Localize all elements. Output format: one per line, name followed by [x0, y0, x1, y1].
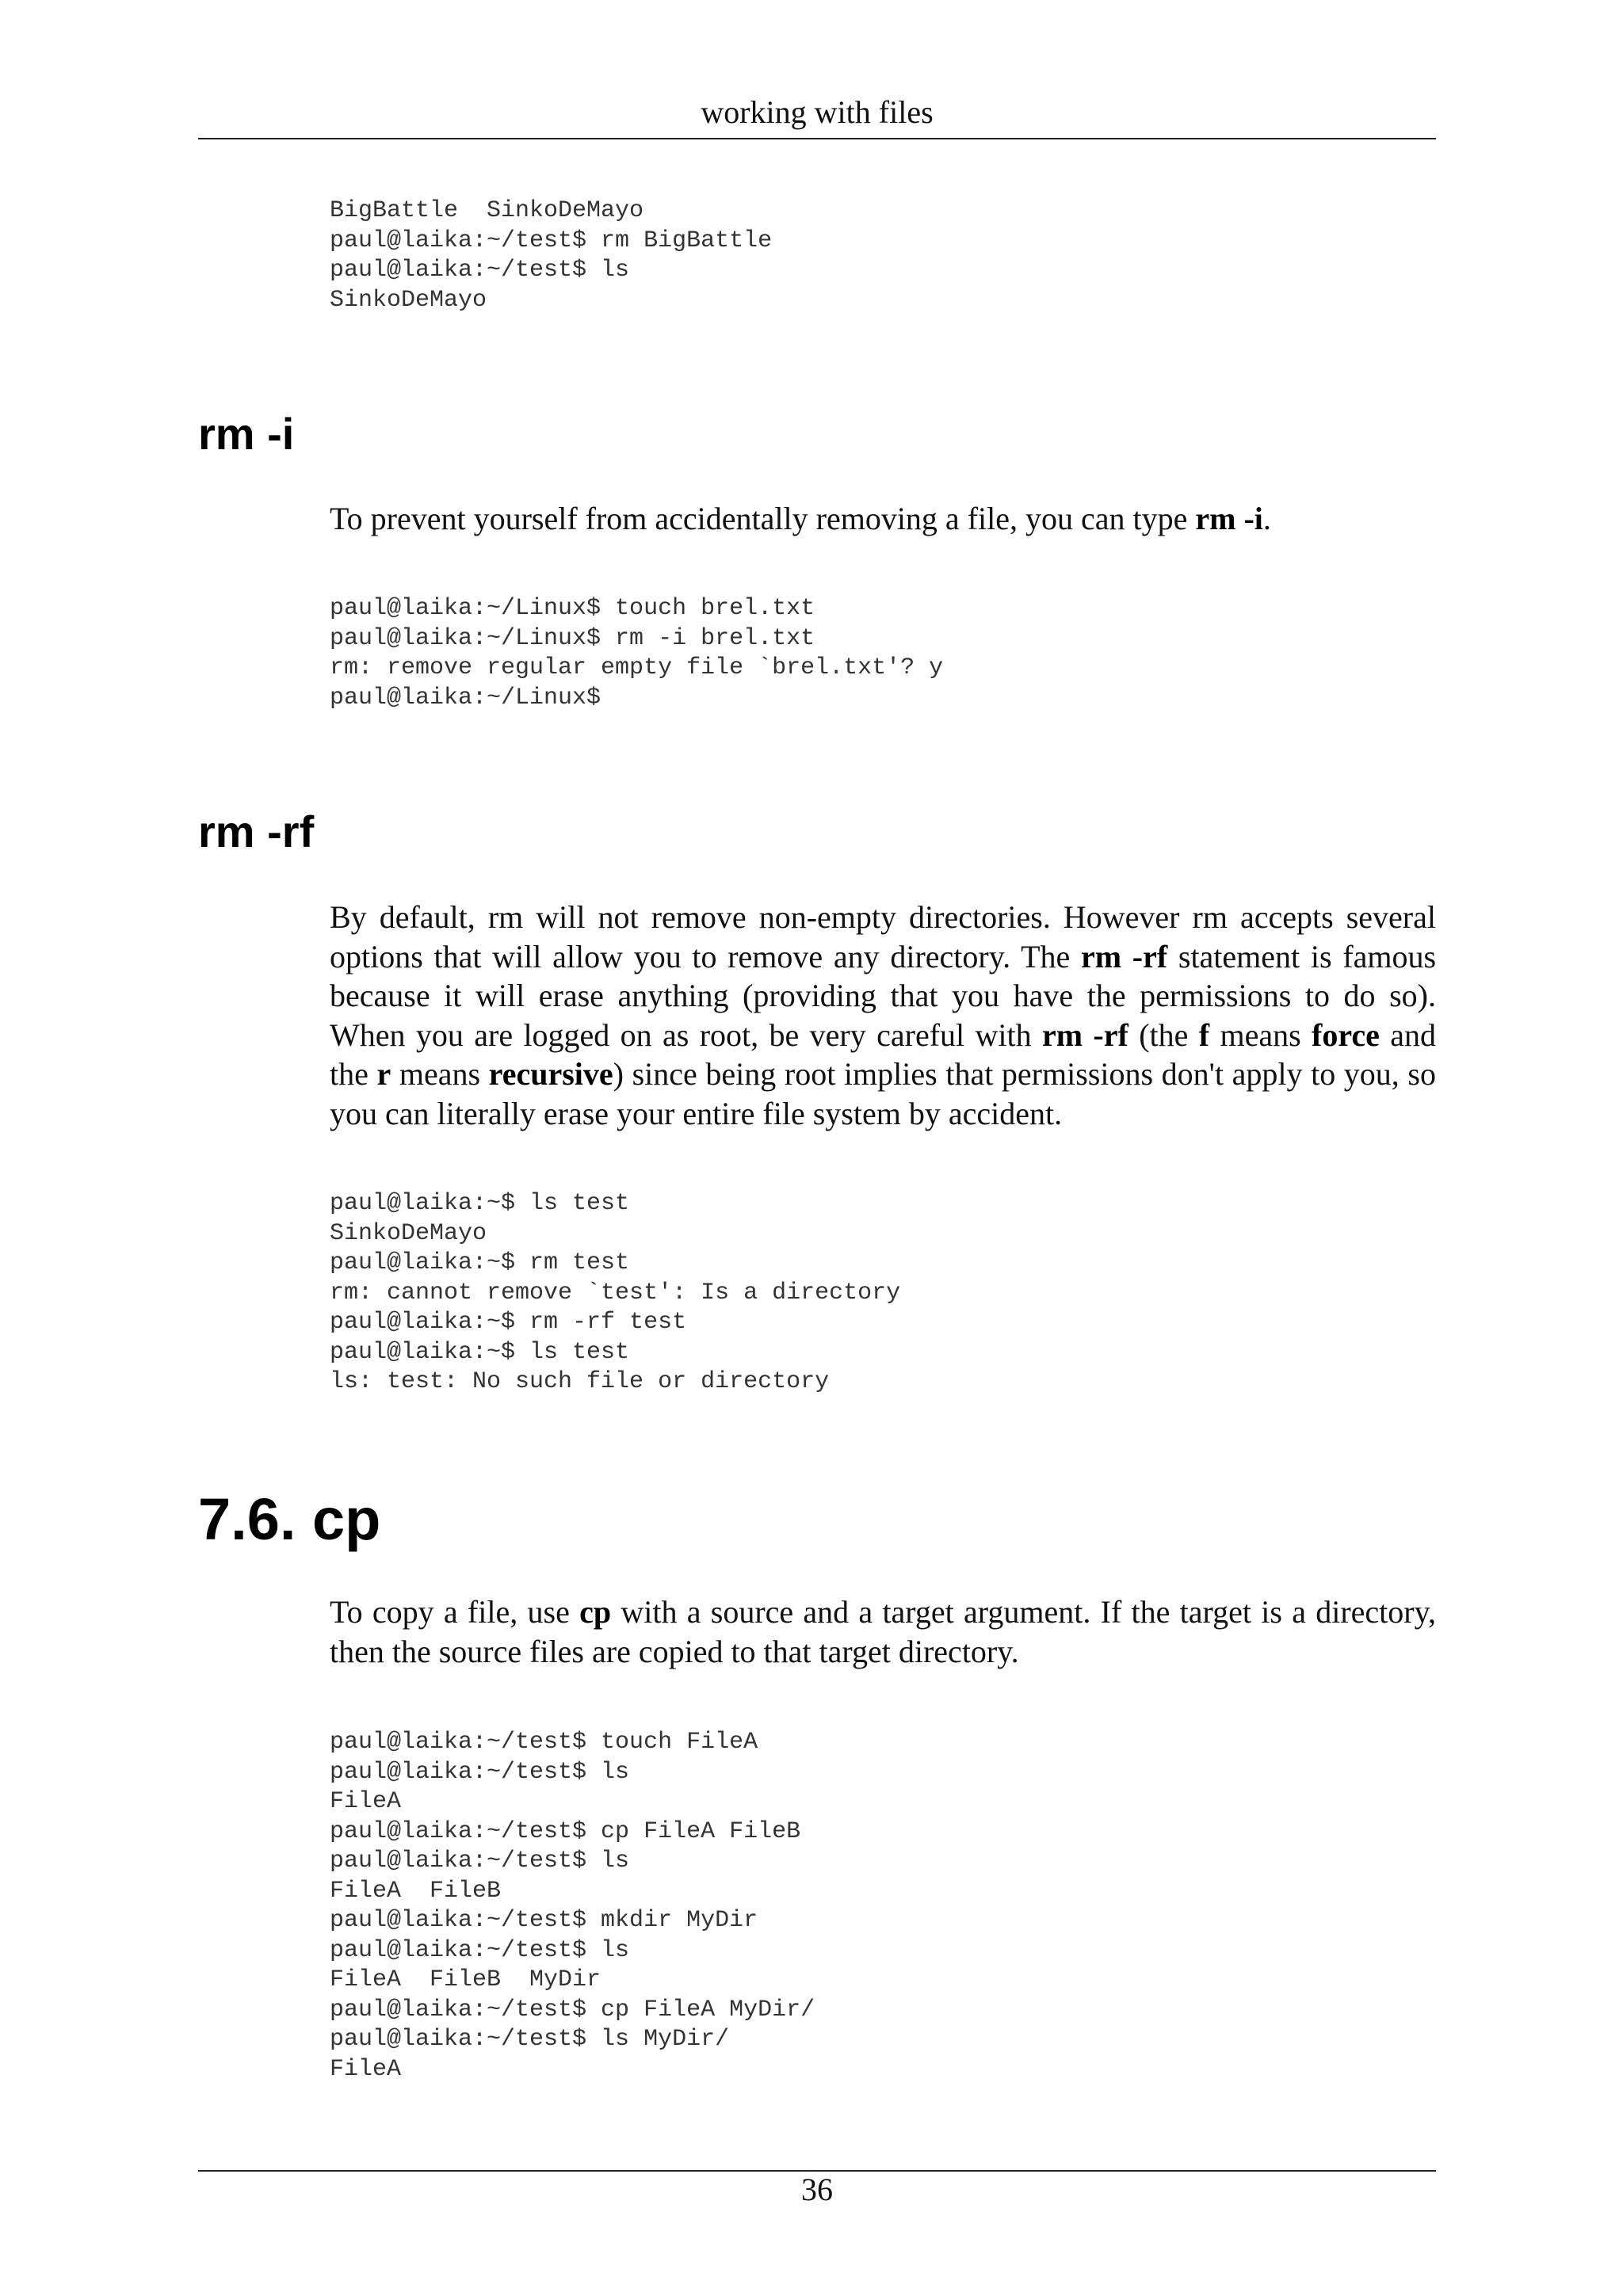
bold-command: cp	[579, 1594, 612, 1630]
text-run: means	[391, 1056, 489, 1092]
text-run: ) since being root implies that permissions don't apply to you, so you can literally erase your entire file system by accident.	[330, 1056, 1436, 1131]
code-listing-rm: BigBattle SinkoDeMayo paul@laika:~/test$ rm BigBattle paul@laika:~/test$ ls SinkoDeMayo	[330, 197, 773, 314]
chapter-heading-cp: 7.6. cp	[198, 1486, 381, 1552]
page-number: 36	[801, 2172, 833, 2207]
text-run: statement is famous because it will erase anything (providing that you have the permissions to do so). When you are logged on as root, be very careful with	[330, 938, 1437, 1053]
header-rule	[198, 138, 1436, 139]
text-run: (the	[1128, 1016, 1199, 1053]
text-run: To prevent yourself from accidentally removing a file, you can type	[330, 501, 1196, 536]
paragraph-rm-i	[330, 499, 1436, 539]
paragraph-cp	[330, 1592, 1436, 1671]
section-heading-rm-rf: rm -rf	[198, 807, 315, 856]
text-run: with a source and a target argument. If the target is a directory, then the source files are copied to that target directory.	[330, 1594, 1436, 1669]
code-listing-rm-rf: paul@laika:~$ ls test SinkoDeMayo paul@laika:~$ rm test rm: cannot remove `test': Is a directory paul@laika:~$ rm -rf test paul@laika:~$ ls test ls: test: No such file or directory	[330, 1190, 901, 1395]
bold-term: f	[1198, 1016, 1210, 1053]
text-run: To copy a file, use	[330, 1594, 580, 1630]
paragraph-rm-rf	[330, 898, 1436, 1133]
running-header: working with files	[701, 94, 934, 130]
code-listing-rm-i: paul@laika:~/Linux$ touch brel.txt paul@laika:~/Linux$ rm -i brel.txt rm: remove regular empty file `brel.txt'? y paul@laika:~/Linux$	[330, 595, 944, 711]
bold-command: rm -rf	[1041, 1016, 1128, 1053]
text-run: means	[1209, 1016, 1312, 1053]
bold-command: rm -rf	[1080, 938, 1168, 974]
text-run: .	[1262, 501, 1271, 536]
text-run: By default, rm will not remove non-empty directories. However rm accepts several options that will allow you to remove any directory. The	[330, 899, 1436, 974]
text-run: and the	[330, 1016, 1437, 1092]
section-heading-rm-i: rm -i	[198, 409, 295, 459]
code-listing-cp: paul@laika:~/test$ touch FileA paul@laika:~/test$ ls FileA paul@laika:~/test$ cp FileA FileB paul@laika:~/test$ ls FileA FileB paul@laika:~/test$ mkdir MyDir paul@laika:~/test$ ls FileA FileB MyDir paul@laika:~/test$ cp FileA MyDir/ paul@laika:~/test$ ls MyDir/ FileA	[330, 1729, 815, 2083]
bold-command: rm -i	[1195, 501, 1263, 536]
bold-term: force	[1312, 1016, 1380, 1053]
bold-term: recursive	[488, 1056, 613, 1092]
bold-term: r	[376, 1056, 391, 1092]
